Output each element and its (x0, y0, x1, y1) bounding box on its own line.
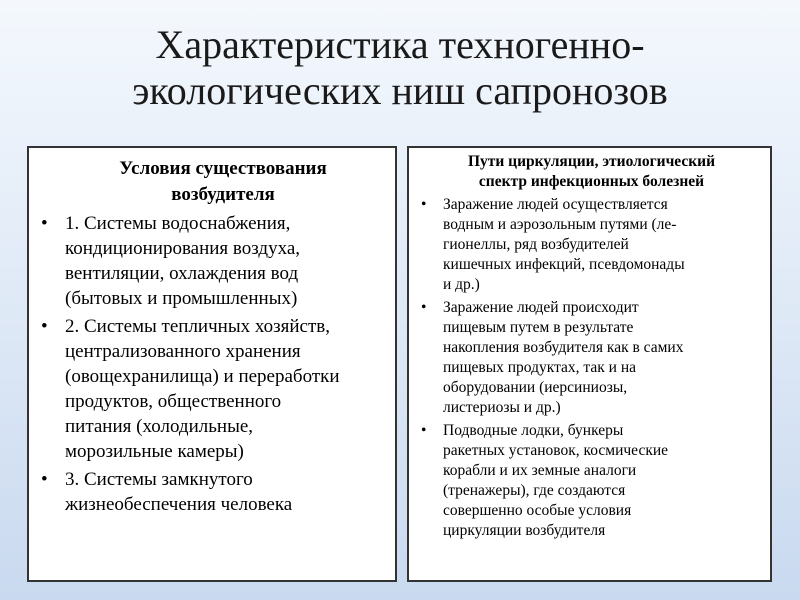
list-item-line: Подводные лодки, бункеры (443, 422, 624, 439)
bullet-icon: • (421, 422, 427, 439)
right-heading-line: спектр инфекционных болезней (478, 173, 705, 190)
list-item-line: накопления возбудителя как в самих (443, 339, 684, 356)
left-panel-heading (41, 156, 385, 208)
list-item-line: морозильные камеры) (65, 441, 244, 462)
list-item-line: корабли и их земные аналоги (443, 462, 637, 479)
list-item (41, 467, 385, 517)
list-item-line: циркуляции возбудителя (443, 522, 606, 539)
list-item-line: пищевых продуктах, так и на (443, 359, 637, 376)
bullet-icon: • (41, 316, 48, 337)
list-item-line: кондиционирования воздуха, (65, 238, 301, 259)
list-item-line: гионеллы, ряд возбудителей (443, 236, 629, 253)
list-item (421, 421, 762, 541)
list-item-line: пищевым путем в результате (443, 319, 634, 336)
slide-title-line: экологических ниш сапронозов (132, 68, 668, 113)
list-item-line: централизованного хранения (65, 341, 301, 362)
list-item-line: и др.) (443, 276, 480, 293)
left-heading-line: Условия существования (119, 158, 327, 179)
right-panel-list (421, 195, 762, 541)
list-item-line: 3. Системы замкнутого (65, 469, 253, 490)
list-item (421, 298, 762, 418)
slide-title-line: Характеристика техногенно- (155, 22, 645, 67)
bullet-icon: • (41, 213, 48, 234)
list-item-line: вентиляции, охлаждения вод (65, 263, 299, 284)
bullet-icon: • (421, 196, 427, 213)
slide-title (0, 22, 800, 114)
list-item-line: оборудовании (иерсиниозы, (443, 379, 628, 396)
list-item-line: водным и аэрозольным путями (ле- (443, 216, 677, 233)
list-item-line: жизнеобеспечения человека (65, 494, 293, 515)
list-item-line: Заражение людей осуществляется (443, 196, 668, 213)
left-heading-line: возбудителя (171, 184, 275, 205)
list-item-line: листериозы и др.) (443, 399, 561, 416)
bullet-icon: • (421, 299, 427, 316)
list-item-line: продуктов, общественного (65, 391, 282, 412)
list-item-line: (тренажеры), где создаются (443, 482, 626, 499)
right-heading-line: Пути циркуляции, этиологический (467, 153, 716, 170)
left-panel-list (41, 211, 385, 517)
list-item-line: (бытовых и промышленных) (65, 288, 298, 309)
bullet-icon: • (41, 469, 48, 490)
list-item (41, 314, 385, 464)
list-item-line: (овощехранилища) и переработки (65, 366, 340, 387)
list-item-line: 1. Системы водоснабжения, (65, 213, 291, 234)
list-item (421, 195, 762, 295)
left-panel (27, 146, 397, 582)
list-item-line: Заражение людей происходит (443, 299, 639, 316)
list-item (41, 211, 385, 311)
list-item-line: кишечных инфекций, псевдомонады (443, 256, 685, 273)
list-item-line: 2. Системы тепличных хозяйств, (65, 316, 330, 337)
right-panel-heading (421, 152, 762, 192)
list-item-line: питания (холодильные, (65, 416, 254, 437)
list-item-line: ракетных установок, космические (443, 442, 669, 459)
right-panel (407, 146, 772, 582)
list-item-line: совершенно особые условия (443, 502, 632, 519)
